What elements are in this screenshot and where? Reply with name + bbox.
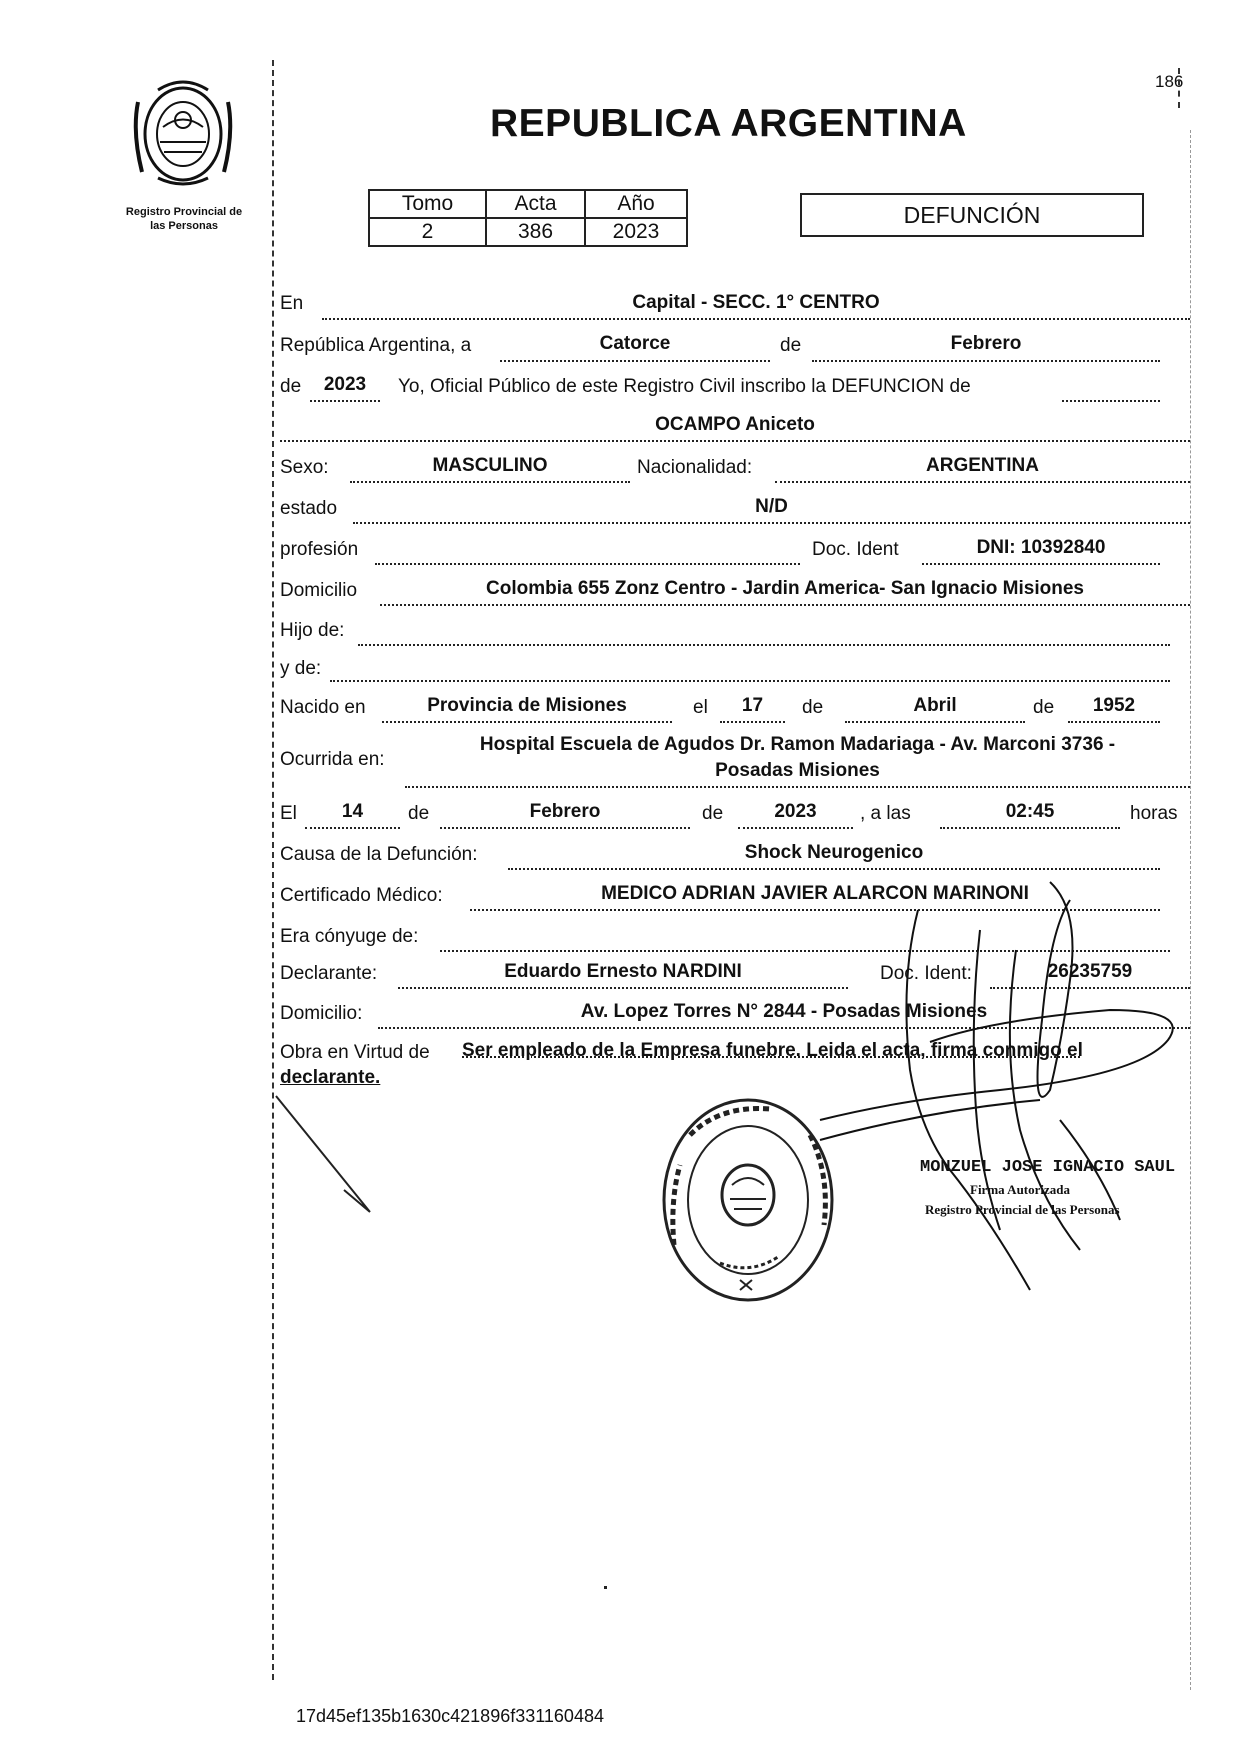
en-value: Capital - SECC. 1° CENTRO (632, 292, 880, 313)
signature-icon (780, 870, 1200, 1340)
nacido-value: Provincia de Misiones (427, 695, 627, 716)
fall-de-label: de (408, 803, 430, 824)
de-label: de (780, 335, 802, 356)
page-number: 186 (1155, 72, 1184, 91)
en-label: En (280, 293, 304, 314)
doc-value: DNI: 10392840 (976, 537, 1106, 558)
ocurrida-value-line1: Hospital Escuela de Agudos Dr. Ramon Madariaga - Av. Marconi 3736 - (479, 734, 1116, 755)
hora-value: 02:45 (1005, 801, 1055, 822)
el-label: el (693, 697, 708, 718)
estado-label: estado (280, 498, 338, 519)
signatory-office: Registro Provincial de las Personas (925, 1202, 1120, 1217)
nacionalidad-value: ARGENTINA (926, 455, 1039, 476)
signatory-role: Firma Autorizada (970, 1182, 1071, 1197)
cancel-stroke-icon (272, 1090, 382, 1220)
obra-value-line2: declarante. (280, 1067, 381, 1088)
mes-value: Febrero (950, 333, 1022, 354)
record-value-anio: 2023 (585, 218, 687, 246)
yde-label: y de: (280, 658, 322, 679)
page-number-rule (1178, 68, 1180, 108)
signatory-name: MONZUEL JOSE IGNACIO SAUL (920, 1158, 1176, 1177)
ocurrida-value-line2: Posadas Misiones (715, 760, 880, 781)
record-value-acta: 386 (486, 218, 585, 246)
record-header-anio: Año (585, 190, 687, 218)
causa-label: Causa de la Defunción: (280, 844, 478, 865)
nacido-label: Nacido en (280, 697, 366, 718)
registry-caption (104, 205, 264, 233)
decl-domicilio-value: Av. Lopez Torres N° 2844 - Posadas Misiones (580, 1001, 988, 1022)
declarante-value: Eduardo Ernesto NARDINI (504, 961, 742, 982)
nac-de-label: de (802, 697, 824, 718)
sexo-value: MASCULINO (432, 455, 548, 476)
certificado-value: MEDICO ADRIAN JAVIER ALARCON MARINONI (601, 883, 1029, 904)
doc-label: Doc. Ident (812, 539, 899, 560)
causa-value: Shock Neurogenico (744, 842, 924, 863)
domicilio-label: Domicilio (280, 580, 358, 601)
decl-doc-label: Doc. Ident: (880, 963, 972, 984)
decl-doc-value: 26235759 (1047, 961, 1133, 982)
scan-dot (604, 1586, 607, 1589)
fall-el-label: El (280, 803, 297, 824)
anio-value: 2023 (323, 374, 367, 395)
ocurrida-label: Ocurrida en: (280, 749, 385, 770)
obra-label: Obra en Virtud de (280, 1042, 430, 1063)
nac-mes-value: Abril (913, 695, 957, 716)
certificado-label: Certificado Médico: (280, 885, 443, 906)
record-table (368, 189, 688, 247)
nac-anio-value: 1952 (1092, 695, 1136, 716)
registry-caption-line2: las Personas (150, 220, 218, 232)
fall-dia-value: 14 (341, 801, 364, 822)
page-title: REPUBLICA ARGENTINA (490, 102, 967, 145)
record-value-tomo: 2 (369, 218, 486, 246)
record-header-acta: Acta (486, 190, 585, 218)
provincial-seal-icon (128, 72, 238, 192)
horas-label: horas (1130, 803, 1178, 824)
deceased-name: OCAMPO Aniceto (655, 414, 815, 435)
yo-text: Yo, Oficial Público de este Registro Civil inscribo la DEFUNCION de (398, 376, 971, 397)
record-type-box: DEFUNCIÓN (800, 193, 1144, 237)
profesion-label: profesión (280, 539, 359, 560)
domicilio-value: Colombia 655 Zonz Centro - Jardin America- San Ignacio Misiones (486, 578, 1084, 599)
fall-anio-value: 2023 (774, 801, 817, 822)
document-hash: 17d45ef135b1630c421896f331160484 (296, 1706, 604, 1726)
de2-label: de (280, 376, 302, 397)
conyuge-label: Era cónyuge de: (280, 926, 419, 947)
nacionalidad-label: Nacionalidad: (637, 457, 753, 478)
decl-domicilio-label: Domicilio: (280, 1003, 363, 1024)
declarante-label: Declarante: (280, 963, 378, 984)
sexo-label: Sexo: (280, 457, 329, 478)
alas-label: , a las (860, 803, 911, 824)
nac-dia-value: 17 (741, 695, 764, 716)
estado-value: N/D (755, 496, 788, 517)
hijo-label: Hijo de: (280, 620, 345, 641)
obra-value-line1: Ser empleado de la Empresa funebre. Leida el acta, firma conmigo el (462, 1040, 1083, 1061)
nac-de2-label: de (1033, 697, 1055, 718)
fall-mes-value: Febrero (529, 801, 601, 822)
left-margin-line (272, 60, 274, 1680)
fall-de2-label: de (702, 803, 724, 824)
registry-caption-line1: Registro Provincial de (125, 206, 243, 218)
record-header-tomo: Tomo (369, 190, 486, 218)
dia-value: Catorce (599, 333, 671, 354)
republica-label: República Argentina, a (280, 335, 472, 356)
